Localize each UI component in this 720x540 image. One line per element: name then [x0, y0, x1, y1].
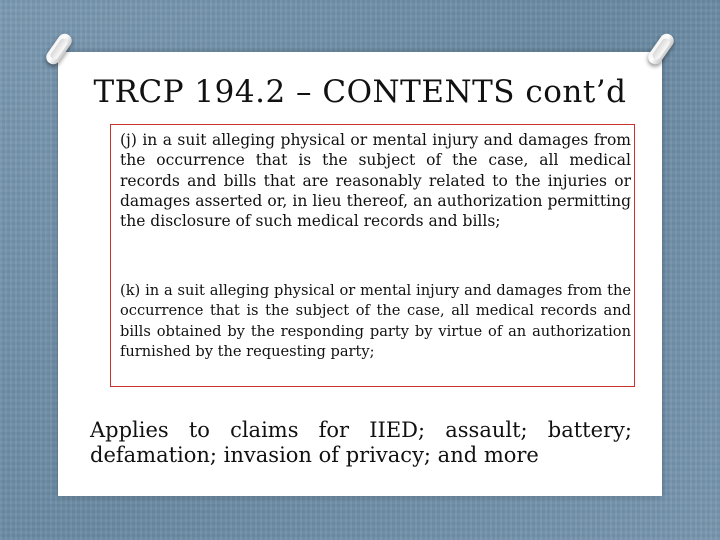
rule-paragraph-j: (j) in a suit alleging physical or mental injury and damages from the occurrence that is the subject of the case, all medical records and bills that are reasonably related to the injuries or damages asserted or, in lieu thereof, an authorization permitting the disclosure of such medical records and bills;: [120, 131, 631, 231]
slide-title: TRCP 194.2 – CONTENTS cont’d: [93, 74, 627, 110]
rule-paragraph-k: (k) in a suit alleging physical or mental injury and damages from the occurrence that is the subject of the case, all medical records and bills obtained by the responding party by virtue of an authorization furnished by the requesting party;: [120, 282, 631, 360]
applies-to-note: Applies to claims for IIED; assault; battery; defamation; invasion of privacy; and more: [90, 418, 632, 467]
